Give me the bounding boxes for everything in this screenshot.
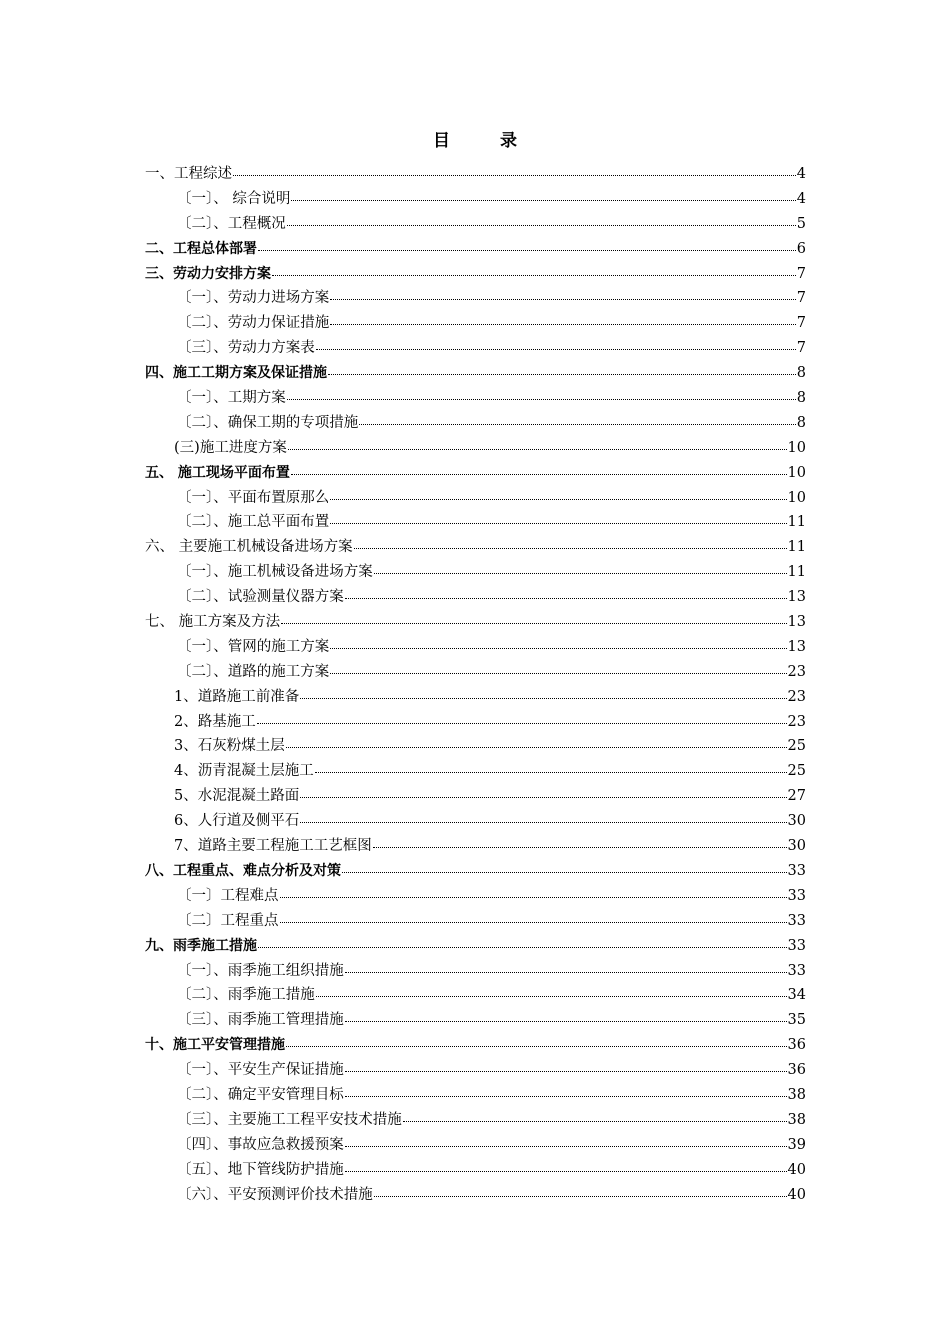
dot-leader xyxy=(287,385,796,400)
toc-entry[interactable] xyxy=(145,486,806,511)
toc-entry-label: 〔一〕、劳动力进场方案 xyxy=(177,290,330,307)
toc-entry[interactable] xyxy=(145,212,806,237)
toc-entry[interactable] xyxy=(145,734,806,759)
toc-entry-page-number: 13 xyxy=(787,638,806,655)
toc-entry[interactable] xyxy=(145,1183,806,1208)
toc-entry[interactable] xyxy=(145,784,806,809)
toc-entry-page-number: 27 xyxy=(787,788,806,805)
toc-entry-page-number: 38 xyxy=(787,1086,806,1103)
dot-leader xyxy=(403,1107,787,1122)
toc-entry[interactable] xyxy=(145,959,806,984)
toc-entry-page-number: 10 xyxy=(787,439,806,456)
dot-leader xyxy=(345,1082,787,1097)
toc-entry-page-number: 40 xyxy=(787,1186,806,1203)
dot-leader xyxy=(328,360,796,375)
toc-entry-page-number: 7 xyxy=(796,290,806,307)
dot-leader xyxy=(354,534,787,549)
toc-entry-page-number: 34 xyxy=(787,987,806,1004)
table-of-contents xyxy=(145,162,806,1207)
toc-entry-page-number: 39 xyxy=(787,1136,806,1153)
dot-leader xyxy=(280,908,787,923)
toc-entry-page-number: 6 xyxy=(796,240,806,257)
toc-entry-label: 6、人行道及侧平石 xyxy=(174,813,300,830)
toc-entry-page-number: 13 xyxy=(787,589,806,606)
toc-entry[interactable] xyxy=(145,535,806,560)
toc-entry-page-number: 25 xyxy=(787,763,806,780)
dot-leader xyxy=(330,659,786,674)
toc-entry[interactable] xyxy=(145,710,806,735)
toc-entry-label: 〔三〕、劳动力方案表 xyxy=(177,340,315,357)
dot-leader xyxy=(373,833,787,848)
toc-entry-label: 九、雨季施工措施 xyxy=(145,937,257,954)
toc-entry-page-number: 10 xyxy=(787,489,806,506)
dot-leader xyxy=(330,310,796,325)
toc-entry-page-number: 7 xyxy=(796,315,806,332)
toc-entry-page-number: 4 xyxy=(796,190,806,207)
toc-entry-label: 〔三〕、雨季施工管理措施 xyxy=(177,1012,344,1029)
toc-entry-page-number: 38 xyxy=(787,1111,806,1128)
toc-entry[interactable] xyxy=(145,1033,806,1058)
toc-entry-label: 八、工程重点、难点分析及对策 xyxy=(145,862,341,879)
dot-leader xyxy=(330,285,796,300)
toc-entry-label: 〔一〕工程难点 xyxy=(177,887,279,904)
toc-entry[interactable] xyxy=(145,859,806,884)
toc-entry-label: 〔二〕、劳动力保证措施 xyxy=(177,315,330,332)
toc-entry-page-number: 33 xyxy=(787,962,806,979)
dot-leader xyxy=(286,1032,787,1047)
toc-entry[interactable] xyxy=(145,660,806,685)
toc-entry[interactable] xyxy=(145,286,806,311)
toc-entry-page-number: 33 xyxy=(787,937,806,954)
toc-entry-page-number: 35 xyxy=(787,1012,806,1029)
toc-entry[interactable] xyxy=(145,934,806,959)
toc-entry-label: 〔四〕、事故应急救援预案 xyxy=(177,1136,344,1153)
toc-entry-label: 〔一〕、平面布置原那么 xyxy=(177,489,330,506)
toc-entry-page-number: 25 xyxy=(787,738,806,755)
dot-leader xyxy=(258,236,796,251)
toc-entry[interactable] xyxy=(145,262,806,287)
toc-entry-label: (三)施工进度方案 xyxy=(174,439,287,456)
toc-entry-page-number: 11 xyxy=(787,539,806,556)
dot-leader xyxy=(345,1057,787,1072)
toc-entry-label: 3、石灰粉煤土层 xyxy=(174,738,285,755)
toc-entry[interactable] xyxy=(145,1083,806,1108)
toc-entry-page-number: 30 xyxy=(787,838,806,855)
toc-entry-label: 〔二〕、施工总平面布置 xyxy=(177,514,330,531)
dot-leader xyxy=(316,982,787,997)
dot-leader xyxy=(272,261,796,276)
toc-entry[interactable] xyxy=(145,909,806,934)
dot-leader xyxy=(300,684,786,699)
toc-entry-label: 〔一〕、平安生产保证措施 xyxy=(177,1062,344,1079)
toc-entry[interactable] xyxy=(145,187,806,212)
toc-entry-page-number: 8 xyxy=(796,390,806,407)
dot-leader xyxy=(345,1157,787,1172)
toc-entry[interactable] xyxy=(145,361,806,386)
toc-entry[interactable] xyxy=(145,560,806,585)
dot-leader xyxy=(300,783,786,798)
toc-entry-label: 〔一〕、雨季施工组织措施 xyxy=(177,962,344,979)
toc-entry-label: 〔二〕、确保工期的专项措施 xyxy=(177,414,359,431)
dot-leader xyxy=(281,609,786,624)
toc-entry-page-number: 23 xyxy=(787,663,806,680)
dot-leader xyxy=(330,485,786,500)
dot-leader xyxy=(258,933,787,948)
toc-entry[interactable] xyxy=(145,809,806,834)
toc-entry[interactable] xyxy=(145,585,806,610)
toc-entry[interactable] xyxy=(145,510,806,535)
toc-entry[interactable] xyxy=(145,1008,806,1033)
toc-entry-page-number: 36 xyxy=(787,1037,806,1054)
toc-entry[interactable] xyxy=(145,1058,806,1083)
toc-entry-label: 7、道路主要工程施工工艺框图 xyxy=(174,838,372,855)
dot-leader xyxy=(300,808,786,823)
toc-entry[interactable] xyxy=(145,834,806,859)
toc-entry-label: 〔六〕、平安预测评价技术措施 xyxy=(177,1186,373,1203)
dot-leader xyxy=(315,758,787,773)
dot-leader xyxy=(345,584,787,599)
dot-leader xyxy=(286,733,787,748)
toc-entry[interactable] xyxy=(145,884,806,909)
toc-entry[interactable] xyxy=(145,1108,806,1133)
toc-entry-label: 〔二〕、试验测量仪器方案 xyxy=(177,589,344,606)
toc-entry-label: 〔一〕、 综合说明 xyxy=(177,190,291,207)
dot-leader xyxy=(345,1007,787,1022)
toc-entry-page-number: 7 xyxy=(796,340,806,357)
toc-entry[interactable] xyxy=(145,336,806,361)
toc-entry-label: 〔二〕、工程概况 xyxy=(177,215,286,232)
toc-entry-label: 四、施工工期方案及保证措施 xyxy=(145,365,327,382)
toc-title: 目 录 xyxy=(433,131,539,151)
dot-leader xyxy=(342,858,787,873)
toc-entry[interactable] xyxy=(145,162,806,187)
toc-entry[interactable] xyxy=(145,436,806,461)
toc-entry[interactable] xyxy=(145,461,806,486)
toc-entry-label: 一、工程综述 xyxy=(145,166,232,182)
dot-leader xyxy=(330,509,786,524)
dot-leader xyxy=(345,1132,787,1147)
dot-leader xyxy=(345,958,787,973)
toc-entry-page-number: 8 xyxy=(796,414,806,431)
dot-leader xyxy=(280,883,787,898)
toc-entry-page-number: 33 xyxy=(787,887,806,904)
toc-entry-page-number: 11 xyxy=(787,564,806,581)
toc-entry[interactable] xyxy=(145,1158,806,1183)
toc-entry-label: 〔二〕、确定平安管理目标 xyxy=(177,1086,344,1103)
toc-entry-label: 〔二〕、雨季施工措施 xyxy=(177,987,315,1004)
dot-leader xyxy=(257,709,787,724)
dot-leader xyxy=(330,634,786,649)
toc-entry-label: 〔一〕、施工机械设备进场方案 xyxy=(177,564,373,581)
toc-entry-label: 五、 施工现场平面布置 xyxy=(145,464,290,481)
toc-entry-label: 1、道路施工前准备 xyxy=(174,688,300,705)
toc-entry-label: 〔一〕、管网的施工方案 xyxy=(177,638,330,655)
toc-entry-label: 三、劳动力安排方案 xyxy=(145,265,271,282)
toc-entry-page-number: 40 xyxy=(787,1161,806,1178)
toc-entry[interactable] xyxy=(145,237,806,262)
toc-entry-page-number: 23 xyxy=(787,713,806,730)
toc-entry-page-number: 33 xyxy=(787,912,806,929)
toc-entry-label: 〔二〕、道路的施工方案 xyxy=(177,663,330,680)
toc-entry[interactable] xyxy=(145,411,806,436)
toc-entry[interactable] xyxy=(145,685,806,710)
toc-entry-page-number: 7 xyxy=(796,265,806,282)
toc-entry-label: 〔一〕、工期方案 xyxy=(177,390,286,407)
toc-entry-label: 二、工程总体部署 xyxy=(145,240,257,257)
toc-entry-label: 十、施工平安管理措施 xyxy=(145,1037,285,1054)
dot-leader xyxy=(287,211,796,226)
dot-leader xyxy=(316,335,796,350)
toc-entry-page-number: 30 xyxy=(787,813,806,830)
toc-entry[interactable] xyxy=(145,1133,806,1158)
toc-entry-label: 〔二〕工程重点 xyxy=(177,912,279,929)
toc-entry[interactable] xyxy=(145,635,806,660)
dot-leader xyxy=(288,435,787,450)
toc-entry[interactable] xyxy=(145,759,806,784)
toc-entry-page-number: 13 xyxy=(787,614,806,631)
dot-leader xyxy=(233,161,796,176)
toc-entry-label: 2、路基施工 xyxy=(174,713,256,730)
toc-entry-label: 〔三〕、主要施工工程平安技术措施 xyxy=(177,1111,402,1128)
toc-entry-page-number: 23 xyxy=(787,688,806,705)
toc-entry-page-number: 4 xyxy=(796,166,806,182)
toc-entry-label: 〔五〕、地下管线防护措施 xyxy=(177,1161,344,1178)
toc-entry-label: 六、 主要施工机械设备进场方案 xyxy=(145,539,353,556)
toc-entry-page-number: 36 xyxy=(787,1062,806,1079)
toc-entry-label: 5、水泥混凝土路面 xyxy=(174,788,300,805)
dot-leader xyxy=(359,410,796,425)
toc-entry-page-number: 10 xyxy=(787,464,806,481)
toc-entry-label: 七、 施工方案及方法 xyxy=(145,614,281,631)
toc-entry[interactable] xyxy=(145,311,806,336)
dot-leader xyxy=(291,186,795,201)
dot-leader xyxy=(291,460,787,475)
toc-entry-page-number: 5 xyxy=(796,215,806,232)
toc-entry-page-number: 11 xyxy=(787,514,806,531)
toc-entry-label: 4、沥青混凝土层施工 xyxy=(174,763,314,780)
toc-entry[interactable] xyxy=(145,386,806,411)
toc-entry[interactable] xyxy=(145,610,806,635)
toc-entry-page-number: 33 xyxy=(787,862,806,879)
toc-entry[interactable] xyxy=(145,983,806,1008)
dot-leader xyxy=(374,1182,787,1197)
toc-entry-page-number: 8 xyxy=(796,365,806,382)
dot-leader xyxy=(374,559,787,574)
